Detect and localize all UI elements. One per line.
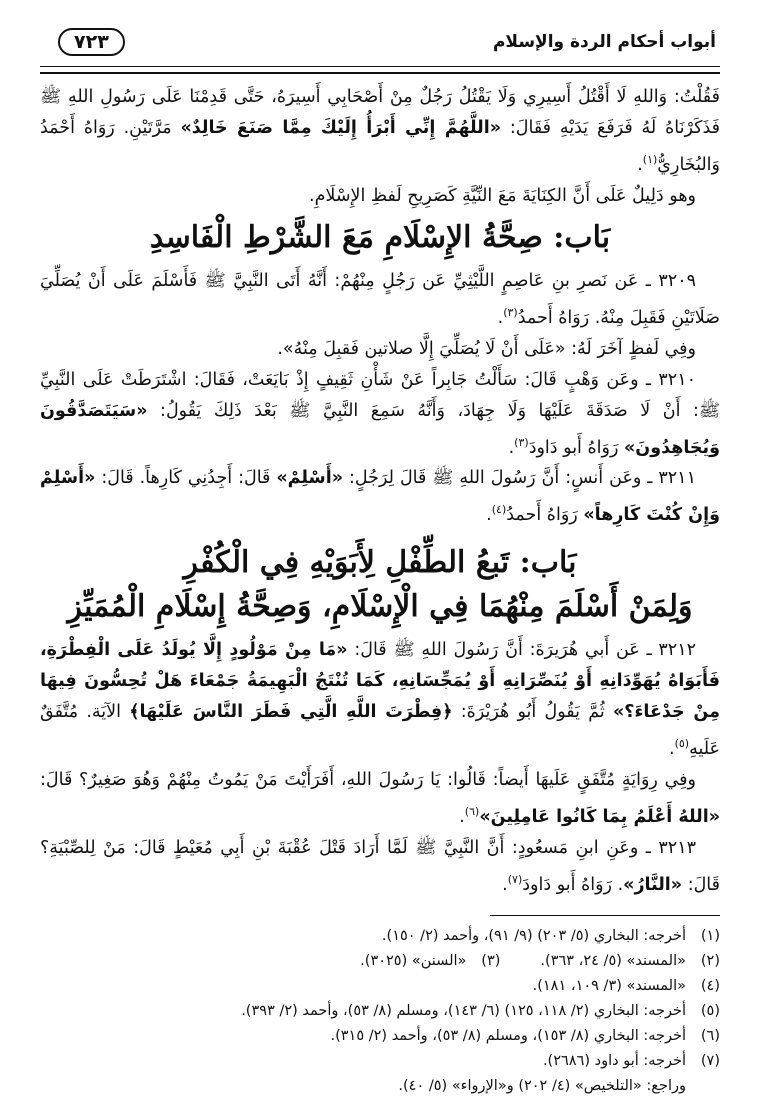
footnote-text: أخرجه: البخاري (٨/ ١٥٣)، ومسلم (٨/ ٥٣)، وأحمد (٢/ ٣١٥). [330,1027,686,1044]
hadith-3213: ٣٢١٣ ـ وعَنِ ابنِ مَسعُودٍ: أَنَّ النَّبِيَّ ﷺ لَمَّا أَرَادَ قَتْلَ عُقْبَةَ بْنِ أَبِي مُعَيْطٍ قَالَ: مَنْ لِلصِّبْيَةِ؟ قَالَ: «النَّارُ». رَوَاهُ أَبو دَاودَ$^{(٧)}$. [40,837,720,895]
footnote-text: «المسند» (٥/ ٢٤، ٣٦٣). [540,952,686,969]
footnote [40,1049,720,1074]
hadith-quote: «أَسْلِمْ» [276,468,344,489]
text: قَالَ: أَجِدُنِي كَارِهاً. قَالَ: [101,468,271,489]
text: رَوَاهُ أَحمدُ [506,505,578,526]
footnote-ref: (١) [642,153,658,166]
hadith-quote: «اللهُ أَعْلَمُ بِمَا كَانُوا عَامِلِينَ» [479,806,720,827]
header-title: أبواب أحكام الردة والإسلام [492,32,716,52]
footnote-ref: (٣) [503,305,518,319]
text: ٣٢١١ ـ وعَن أَنسٍ: أَنَّ رَسُولَ اللهِ ﷺ قَالَ لِرَجُلٍ: [349,468,696,489]
hadith-3212: ٣٢١٢ ـ عَن أَبي هُرَيرَةَ: أَنَّ رَسُولَ اللهِ ﷺ قَالَ: «مَا مِنْ مَوْلُودٍ إِلَّا يُولَدُ عَلَى الْفِطْرَةِ، فَأَبَوَاهُ يُهَوِّدَانِهِ أَوْ يُنَصِّرَانِهِ أَوْ يُمَجِّسَانِهِ، كَمَا تُنْتَجُ الْبَهِيمَةُ جَمْعَاءَ هَلْ تُحِسُّونَ فِيهَا مِنْ جَدْعَاءَ؟» ثُمَّ يَقُولُ أَبُو هُرَيْرَةَ: ﴿فِطْرَتَ اللَّهِ الَّتِي فَطَرَ النَّاسَ عَلَيْهَا﴾ الآيَة. مُتَّفَقٌ عَلَيهِ$^{(٥)}$. [40,640,720,760]
text: ٣٢١٢ ـ عَن أَبي هُرَيرَةَ: أَنَّ رَسُولَ اللهِ ﷺ قَالَ: [354,640,697,661]
main-text [40,82,720,901]
footnote-ref: (٤) [491,503,507,517]
text: ٣٢١٣ ـ وعَنِ ابنِ مَسعُودٍ: أَنَّ النَّبِيَّ ﷺ لَمَّا أَرَادَ قَتْلَ عُقْبَةَ بْنِ أَبِي مُعَيْطٍ قَالَ: مَنْ لِلصِّبْيَةِ؟ قَالَ: [40,837,720,895]
chapter-heading: بَاب: صِحَّةُ الإِسْلَامِ مَعَ الشَّرْطِ الْفَاسِدِ [149,219,611,255]
text: ثُمَّ يَقُولُ أَبُو هُرَيْرَةَ: [460,702,605,723]
footnote [40,924,720,949]
quran-verse: ﴿فِطْرَتَ اللَّهِ الَّتِي فَطَرَ النَّاسَ عَلَيْهَا﴾ [129,702,453,723]
hadith-3212-variant: وفِي رِوَايَةٍ مُتَّفَقٍ عَلَيهَا أَيضاً: قَالُوا: يَا رَسُولَ اللهِ، أَفَرَأَيْتَ مَنْ يَمُوتُ مِنْهُمْ وَهُوَ صَغِيرٌ؟ قَالَ: «اللهُ أَعْلَمُ بِمَا كَانُوا عَامِلِينَ»$^{(٦)}$. [40,770,720,827]
text: الآيَة. مُتَّفَقٌ عَلَيهِ [40,702,720,760]
chapter-heading [40,541,720,629]
footnote-ref: (٣) [514,435,529,449]
hadith-3211: ٣٢١١ ـ وعَن أَنسٍ: أَنَّ رَسُولَ اللهِ ﷺ قَالَ لِرَجُلٍ: «أَسْلِمْ» قَالَ: أَجِدُنِي كَارِهاً. قَالَ: «أَسْلِمْ وَإِنْ كُنْتَ كَارِهاً» رَوَاهُ أَحمدُ$^{(٤)}$. [40,468,720,526]
footnote-number: (١) [700,927,720,944]
hadith-quote: «اللَّهُمَّ إِنِّي أَبْرَأُ إِلَيْكَ مِمَّا صَنَعَ خَالِدٌ» [180,118,502,138]
footnote-number: (٥) [700,1002,720,1019]
text: ٣٢٠٩ ـ عَن نَصرِ بنِ عَاصِمٍ اللَّيْثِيِّ عَن رَجُلٍ مِنْهُمْ: أَنَّهُ أَتَى النَّبِيَّ ﷺ فَأَسْلَمَ عَلَى أَنْ يُصَلِّيَ صَلَاتَيْنِ فَقَبِلَ مِنْهُ. رَوَاهُ أَحمدُ [40,270,720,328]
footnote-number: (٧) [700,1052,720,1069]
footnote [40,999,720,1024]
text: مَرَّتَيْنِ. رَوَاهُ أَحْمَدُ وَالبُخَارِيُّ [40,118,720,175]
text: رَوَاهُ أَبو دَاودَ [528,437,619,458]
footnote-number: (٢) [700,952,720,969]
text: رَوَاهُ أَبو دَاودَ [522,874,612,895]
paragraph: فَقُلْتُ: وَاللهِ لَا أَقْتُلُ أَسِيرِي وَلَا يَقْتُلُ رَجُلٌ مِنْ أَصْحَابِي أَسِيرَهُ، حَتَّى قَدِمْنَا عَلَى رَسُولِ اللهِ ﷺ فَذَكَرْنَاهُ لَهُ فَرَفَعَ يَدَيْهِ فَقَالَ: «اللَّهُمَّ إِنِّي أَبْرَأُ إِلَيْكَ مِمَّا صَنَعَ خَالِدٌ» مَرَّتَيْنِ. رَوَاهُ أَحْمَدُ وَالبُخَارِيُّ$^{(١)}$. [40,87,721,175]
hadith-quote: «النَّارُ» [623,874,683,895]
footnote-text: أخرجه: أبو داود (٢٦٨٦). [542,1052,686,1069]
footnote-number: (٦) [700,1027,720,1044]
footnote-text: «السنن» (٣٠٢٥). [360,952,467,969]
hadith-3209-variant: وفِي لَفظٍ آخَرَ لَهُ: «عَلَى أَنْ لَا يُصَلِّيَ إِلَّا صلاتين فَقبِلَ مِنْهُ». [277,338,696,359]
text: وفِي رِوَايَةٍ مُتَّفَقٍ عَلَيهَا أَيضاً: قَالُوا: يَا رَسُولَ اللهِ، أَفَرَأَيْتَ مَنْ يَمُوتُ مِنْهُمْ وَهُوَ صَغِيرٌ؟ قَالَ: [40,770,696,791]
header-rule [40,66,720,67]
running-header [40,26,720,74]
hadith-quote: «سَيَتَصَدَّقُونَ وَيُجَاهِدُونَ» [40,400,720,458]
paragraph: وهو دَلِيلٌ عَلَى أَنَّ الكِنَايَةَ مَعَ النِّيَّةِ كَصَرِيحِ لَفظِ الإِسْلَامِ. [309,185,696,206]
footnote-extra: وراجع: «التلخيص» (٤/ ٢٠٢) و«الإرواء» (٥/ ٤٠). [398,1077,686,1094]
text: فَقُلْتُ: وَاللهِ لَا أَقْتُلُ أَسِيرِي وَلَا يَقْتُلُ رَجُلٌ مِنْ أَصْحَابِي أَسِيرَهُ، حَتَّى قَدِمْنَا عَلَى رَسُولِ اللهِ ﷺ فَذَكَرْنَاهُ لَهُ فَرَفَعَ يَدَيْهِ فَقَالَ: [40,87,721,138]
footnotes [40,924,720,1099]
chapter-heading-line1: بَاب: تَبعُ الطِّفْلِ لِأَبَوَيْهِ فِي الْكُفْرِ [183,545,577,581]
hadith-3210: ٣٢١٠ ـ وعَن وَهْبٍ قَالَ: سَأَلْتُ جَابِراً عَنْ شَأْنِ ثَقِيفٍ إِذْ بَايَعَتْ، فَقَالَ: اشْتَرَطَتْ عَلَى النَّبِيِّ ﷺ: أَنْ لَا صَدَقَةَ عَلَيْهَا وَلَا جِهَادَ، وَأَنَّهُ سَمِعَ النَّبِيَّ ﷺ بَعْدَ ذَلِكَ يَقُولُ: «سَيَتَصَدَّقُونَ وَيُجَاهِدُونَ» رَوَاهُ أَبو دَاودَ$^{(٣)}$. [40,369,720,458]
chapter-heading-line2: وَلِمَنْ أَسْلَمَ مِنْهُمَا فِي الْإِسْلَامِ، وَصِحَّةُ إِسْلَامِ الْمُمَيِّزِ [67,589,693,625]
footnote-number: (٣) [481,952,501,969]
page [40,26,720,1099]
hadith-quote: «مَا مِنْ مَوْلُودٍ إِلَّا يُولَدُ عَلَى الْفِطْرَةِ، فَأَبَوَاهُ يُهَوِّدَانِهِ أَوْ يُنَصِّرَانِهِ أَوْ يُمَجِّسَانِهِ، كَمَا تُنْتَجُ الْبَهِيمَةُ جَمْعَاءَ هَلْ تُحِسُّونَ فِيهَا مِنْ جَدْعَاءَ؟» [40,640,720,723]
footnote [40,1024,720,1049]
text: ٣٢١٠ ـ وعَن وَهْبٍ قَالَ: سَأَلْتُ جَابِراً عَنْ شَأْنِ ثَقِيفٍ إِذْ بَايَعَتْ، فَقَالَ: اشْتَرَطَتْ عَلَى النَّبِيِّ ﷺ: أَنْ لَا صَدَقَةَ عَلَيْهَا وَلَا جِهَادَ، وَأَنَّهُ سَمِعَ النَّبِيَّ ﷺ بَعْدَ ذَلِكَ يَقُولُ: [40,369,720,421]
footnote-text: «المسند» (٣/ ١٠٩، ١٨١). [532,977,686,994]
footnote-text: أخرجه: البخاري (٢/ ١١٨، ١٢٥) (٦/ ١٤٣)، ومسلم (٨/ ٥٣)، وأحمد (٢/ ٣٩٣). [241,1002,686,1019]
footnote [40,949,720,974]
hadith-3209: ٣٢٠٩ ـ عَن نَصرِ بنِ عَاصِمٍ اللَّيْثِيِّ عَن رَجُلٍ مِنْهُمْ: أَنَّهُ أَتَى النَّبِيَّ ﷺ فَأَسْلَمَ عَلَى أَنْ يُصَلِّيَ صَلَاتَيْنِ فَقَبِلَ مِنْهُ. رَوَاهُ أَحمدُ$^{(٣)}$. [40,270,720,328]
hadith-quote: «أَسْلِمْ وَإِنْ كُنْتَ كَارِهاً» [40,468,720,526]
page-number: ٧٢٣ [58,28,125,56]
footnote-divider [490,915,720,916]
footnote-text: أخرجه: البخاري (٥/ ٢٠٣) (٩/ ٩١)، وأحمد (٢/ ١٥٠). [381,927,686,944]
footnote-ref: (٦) [464,805,480,819]
footnote [40,974,720,999]
footnote-number: (٤) [700,977,720,994]
footnote-ref: (٥) [674,737,690,751]
footnote-ref: (٧) [507,872,523,886]
